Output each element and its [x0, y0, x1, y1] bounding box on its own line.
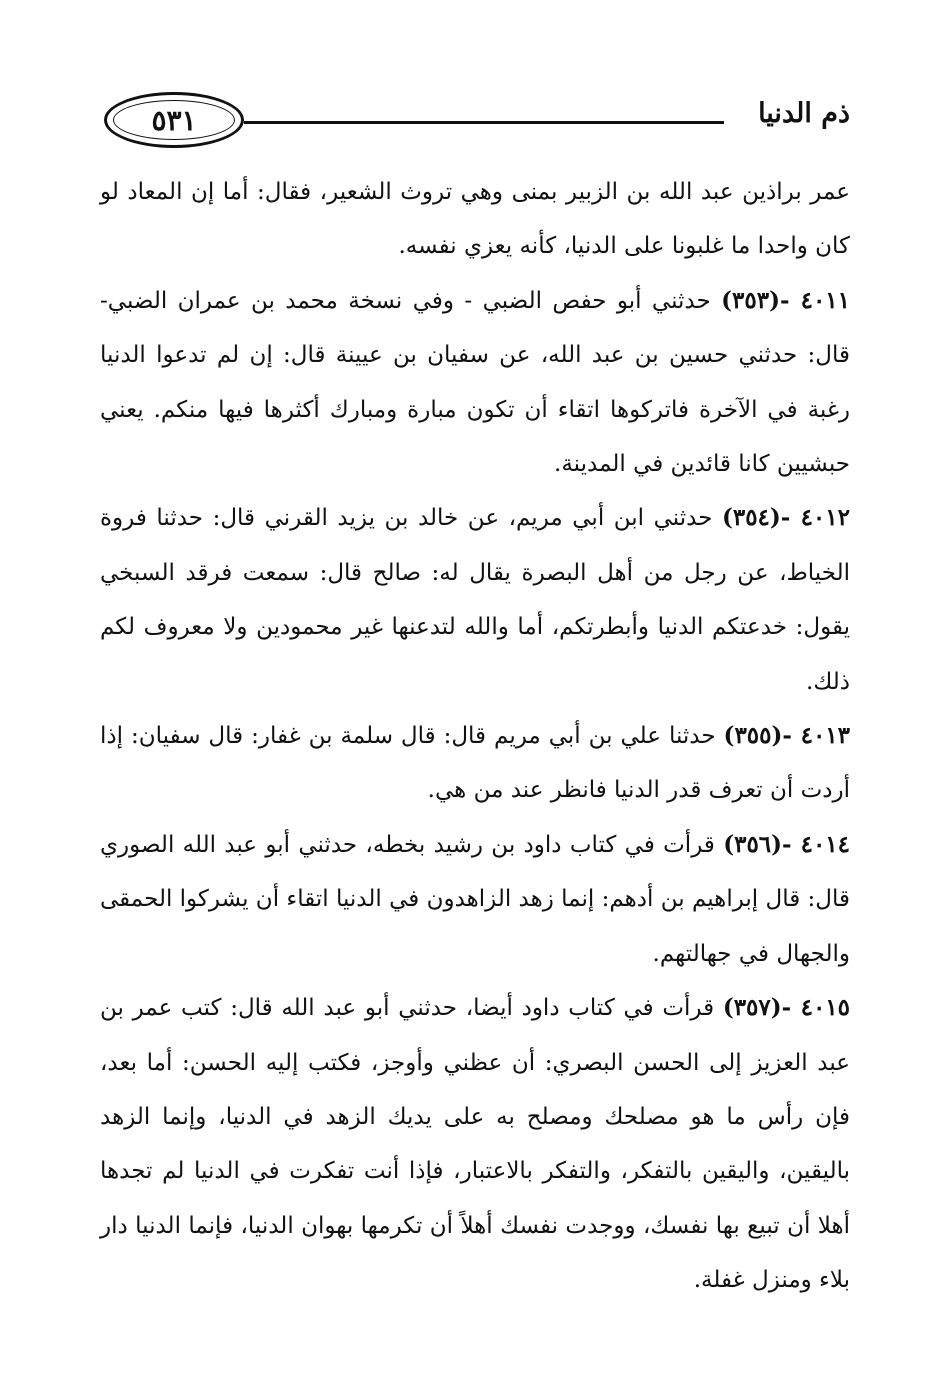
paragraph-4011 — [100, 274, 850, 492]
page-number-frame — [104, 92, 244, 148]
hadith-number: ٤٠١١ -(٣٥٣) — [721, 286, 851, 314]
paragraph-text: حدثني ابن أبي مريم، عن خالد بن يزيد القرني قال: حدثنا فروة الخياط، عن رجل من أهل البصرة يقال له: صالح قال: سمعت فرقد السبخي يقول: خدعتكم الدنيا وأبطرتكم، أما والله لتدعنها غير محمودين ولا معروف لكم ذلك. — [100, 505, 850, 695]
paragraph-continuation — [100, 165, 850, 274]
hadith-number: ٤٠١٥ -(٣٥٧) — [722, 994, 851, 1022]
page-header — [100, 88, 850, 156]
page-number: ٥٣١ — [151, 103, 197, 137]
running-title: ذم الدنيا — [758, 98, 850, 129]
paragraph-text: قرأت في كتاب داود بن رشيد بخطه، حدثني أبو عبد الله الصوري قال: قال إبراهيم بن أدهم: إنما زهد الزاهدون في الدنيا اتقاء أن يشركوا الحمقى والجهال في جهالتهم. — [100, 831, 850, 967]
page-body — [100, 165, 850, 1308]
paragraph-text: قرأت في كتاب داود أيضا، حدثني أبو عبد الله قال: كتب عمر بن عبد العزيز إلى الحسن البصري: أن عظني وأوجز، فكتب إليه الحسن: أما بعد، فإن رأس ما هو مصلحك ومصلح به على يديك الزهد في الدنيا، وإنما الزهد باليقين، واليقين بالتفكر، والتفكر بالاعتبار، فإذا أنت تفكرت في الدنيا لم تجدها أهلا أن تبيع بها نفسك، ووجدت نفسك أهلاً أن تكرمها بهوان الدنيا، فإنما الدنيا دار بلاء ومنزل غفلة. — [100, 995, 850, 1294]
paragraph-4013 — [100, 709, 850, 818]
paragraph-4015 — [100, 981, 850, 1307]
hadith-number: ٤٠١٤ -(٣٥٦) — [723, 830, 851, 858]
header-rule — [244, 121, 724, 124]
paragraph-text: عمر براذين عبد الله بن الزبير بمنى وهي تروث الشعير، فقال: أما إن المعاد لو كان واحدا ما غلبونا على الدنيا، كأنه يعزي نفسه. — [100, 179, 850, 260]
hadith-number: ٤٠١٢ -(٣٥٤) — [721, 504, 850, 532]
paragraph-text: حدثني أبو حفص الضبي - وفي نسخة محمد بن عمران الضبي- قال: حدثني حسين بن عبد الله، عن سفيان بن عيينة قال: إن لم تدعوا الدنيا رغبة في الآخرة فاتركوها اتقاء أن تكون مبارة ومبارك أكثرها فيها منكم. يعني حبشيين كانا قائدين في المدينة. — [100, 287, 850, 478]
paragraph-4012 — [100, 491, 850, 709]
paragraph-text: حدثنا علي بن أبي مريم قال: قال سلمة بن غفار: قال سفيان: إذا أردت أن تعرف قدر الدنيا فانظر عند من هي. — [100, 723, 850, 804]
paragraph-4014 — [100, 818, 850, 981]
hadith-number: ٤٠١٣ -(٣٥٥) — [723, 722, 851, 750]
